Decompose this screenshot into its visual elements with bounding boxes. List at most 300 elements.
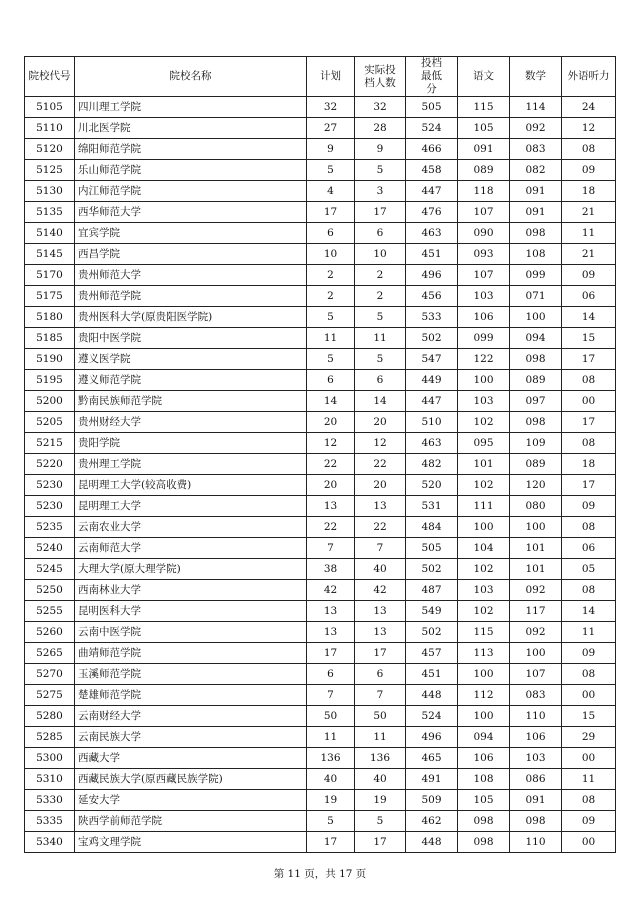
cell-chinese: 098 (458, 832, 510, 853)
cell-code: 5110 (25, 118, 75, 139)
cell-listening: 00 (562, 748, 616, 769)
cell-chinese: 089 (458, 160, 510, 181)
cell-code: 5120 (25, 139, 75, 160)
cell-math: 101 (510, 538, 562, 559)
cell-listening: 09 (562, 496, 616, 517)
cell-listening: 14 (562, 307, 616, 328)
cell-plan: 7 (307, 685, 355, 706)
cell-math: 101 (510, 559, 562, 580)
cell-min-score: 487 (406, 580, 458, 601)
cell-math: 071 (510, 286, 562, 307)
cell-chinese: 107 (458, 202, 510, 223)
cell-name: 贵州理工学院 (75, 454, 307, 475)
table-row (25, 790, 616, 811)
cell-math: 091 (510, 181, 562, 202)
cell-plan: 27 (307, 118, 355, 139)
table-row (25, 181, 616, 202)
cell-listening: 12 (562, 118, 616, 139)
cell-plan: 20 (307, 412, 355, 433)
table-row (25, 328, 616, 349)
cell-listening: 05 (562, 559, 616, 580)
cell-actual: 11 (355, 328, 406, 349)
cell-name: 乐山师范学院 (75, 160, 307, 181)
cell-code: 5105 (25, 97, 75, 118)
cell-min-score: 524 (406, 118, 458, 139)
cell-min-score: 484 (406, 517, 458, 538)
cell-code: 5195 (25, 370, 75, 391)
cell-code: 5135 (25, 202, 75, 223)
cell-plan: 11 (307, 328, 355, 349)
cell-math: 108 (510, 244, 562, 265)
cell-code: 5125 (25, 160, 75, 181)
cell-code: 5280 (25, 706, 75, 727)
cell-listening: 08 (562, 139, 616, 160)
admission-table (24, 56, 616, 853)
table-header-row (25, 57, 616, 97)
cell-math: 117 (510, 601, 562, 622)
cell-math: 110 (510, 706, 562, 727)
table-row (25, 307, 616, 328)
cell-min-score: 463 (406, 223, 458, 244)
cell-math: 109 (510, 433, 562, 454)
table-row (25, 97, 616, 118)
cell-chinese: 106 (458, 307, 510, 328)
table-row (25, 349, 616, 370)
cell-min-score: 502 (406, 559, 458, 580)
cell-listening: 06 (562, 286, 616, 307)
cell-min-score: 458 (406, 160, 458, 181)
cell-math: 099 (510, 265, 562, 286)
cell-actual: 3 (355, 181, 406, 202)
cell-math: 083 (510, 685, 562, 706)
cell-name: 西南林业大学 (75, 580, 307, 601)
cell-min-score: 456 (406, 286, 458, 307)
cell-chinese: 100 (458, 370, 510, 391)
cell-name: 遵义师范学院 (75, 370, 307, 391)
cell-min-score: 520 (406, 475, 458, 496)
cell-name: 昆明医科大学 (75, 601, 307, 622)
cell-min-score: 547 (406, 349, 458, 370)
cell-min-score: 496 (406, 727, 458, 748)
cell-name: 楚雄师范学院 (75, 685, 307, 706)
cell-min-score: 447 (406, 181, 458, 202)
cell-chinese: 094 (458, 727, 510, 748)
cell-chinese: 099 (458, 328, 510, 349)
cell-chinese: 102 (458, 475, 510, 496)
cell-math: 098 (510, 223, 562, 244)
cell-plan: 2 (307, 265, 355, 286)
cell-code: 5270 (25, 664, 75, 685)
cell-plan: 5 (307, 811, 355, 832)
cell-code: 5145 (25, 244, 75, 265)
cell-plan: 13 (307, 601, 355, 622)
cell-plan: 22 (307, 454, 355, 475)
cell-actual: 17 (355, 832, 406, 853)
header-name: 院校名称 (75, 57, 307, 97)
cell-actual: 5 (355, 160, 406, 181)
cell-code: 5250 (25, 580, 75, 601)
cell-listening: 21 (562, 202, 616, 223)
cell-plan: 13 (307, 496, 355, 517)
cell-actual: 22 (355, 517, 406, 538)
cell-min-score: 502 (406, 622, 458, 643)
cell-code: 5215 (25, 433, 75, 454)
cell-listening: 21 (562, 244, 616, 265)
cell-listening: 00 (562, 685, 616, 706)
cell-name: 宝鸡文理学院 (75, 832, 307, 853)
cell-chinese: 104 (458, 538, 510, 559)
cell-chinese: 105 (458, 118, 510, 139)
cell-plan: 10 (307, 244, 355, 265)
cell-name: 西华师范大学 (75, 202, 307, 223)
cell-math: 082 (510, 160, 562, 181)
cell-listening: 14 (562, 601, 616, 622)
cell-math: 083 (510, 139, 562, 160)
cell-listening: 08 (562, 580, 616, 601)
cell-min-score: 549 (406, 601, 458, 622)
cell-code: 5285 (25, 727, 75, 748)
cell-min-score: 448 (406, 832, 458, 853)
cell-name: 贵阳中医学院 (75, 328, 307, 349)
cell-name: 延安大学 (75, 790, 307, 811)
cell-actual: 17 (355, 643, 406, 664)
table-row (25, 538, 616, 559)
cell-name: 玉溪师范学院 (75, 664, 307, 685)
cell-actual: 17 (355, 202, 406, 223)
cell-listening: 06 (562, 538, 616, 559)
cell-code: 5230 (25, 496, 75, 517)
cell-code: 5335 (25, 811, 75, 832)
table-row (25, 496, 616, 517)
cell-actual: 13 (355, 496, 406, 517)
table-row (25, 727, 616, 748)
cell-plan: 5 (307, 349, 355, 370)
cell-chinese: 118 (458, 181, 510, 202)
cell-math: 100 (510, 643, 562, 664)
cell-min-score: 447 (406, 391, 458, 412)
cell-code: 5190 (25, 349, 75, 370)
cell-listening: 15 (562, 328, 616, 349)
cell-name: 云南财经大学 (75, 706, 307, 727)
cell-name: 贵州师范大学 (75, 265, 307, 286)
cell-code: 5260 (25, 622, 75, 643)
cell-plan: 38 (307, 559, 355, 580)
cell-actual: 32 (355, 97, 406, 118)
cell-chinese: 112 (458, 685, 510, 706)
cell-min-score: 491 (406, 769, 458, 790)
cell-chinese: 100 (458, 664, 510, 685)
cell-math: 092 (510, 622, 562, 643)
cell-plan: 32 (307, 97, 355, 118)
table-row (25, 748, 616, 769)
cell-listening: 17 (562, 475, 616, 496)
cell-math: 089 (510, 370, 562, 391)
cell-plan: 13 (307, 622, 355, 643)
cell-min-score: 476 (406, 202, 458, 223)
cell-chinese: 111 (458, 496, 510, 517)
cell-actual: 2 (355, 265, 406, 286)
cell-math: 091 (510, 790, 562, 811)
cell-plan: 14 (307, 391, 355, 412)
cell-min-score: 496 (406, 265, 458, 286)
cell-plan: 17 (307, 643, 355, 664)
cell-math: 092 (510, 118, 562, 139)
cell-plan: 42 (307, 580, 355, 601)
cell-listening: 08 (562, 370, 616, 391)
cell-listening: 08 (562, 790, 616, 811)
cell-name: 遵义医学院 (75, 349, 307, 370)
cell-listening: 15 (562, 706, 616, 727)
table-row (25, 811, 616, 832)
cell-min-score: 533 (406, 307, 458, 328)
cell-chinese: 103 (458, 580, 510, 601)
header-chinese: 语文 (458, 57, 510, 97)
table-row (25, 517, 616, 538)
cell-plan: 5 (307, 307, 355, 328)
table-row (25, 244, 616, 265)
cell-actual: 20 (355, 475, 406, 496)
cell-chinese: 115 (458, 622, 510, 643)
cell-listening: 11 (562, 622, 616, 643)
cell-actual: 11 (355, 727, 406, 748)
cell-min-score: 451 (406, 664, 458, 685)
cell-listening: 18 (562, 181, 616, 202)
cell-code: 5185 (25, 328, 75, 349)
table-row (25, 223, 616, 244)
cell-code: 5310 (25, 769, 75, 790)
table-row (25, 370, 616, 391)
cell-min-score: 462 (406, 811, 458, 832)
cell-listening: 09 (562, 160, 616, 181)
cell-name: 曲靖师范学院 (75, 643, 307, 664)
cell-actual: 19 (355, 790, 406, 811)
cell-min-score: 505 (406, 538, 458, 559)
cell-listening: 08 (562, 517, 616, 538)
cell-code: 5140 (25, 223, 75, 244)
cell-actual: 22 (355, 454, 406, 475)
cell-min-score: 457 (406, 643, 458, 664)
cell-code: 5340 (25, 832, 75, 853)
cell-actual: 13 (355, 601, 406, 622)
cell-code: 5240 (25, 538, 75, 559)
cell-plan: 5 (307, 160, 355, 181)
table-row (25, 685, 616, 706)
cell-name: 黔南民族师范学院 (75, 391, 307, 412)
cell-chinese: 107 (458, 265, 510, 286)
cell-plan: 17 (307, 832, 355, 853)
cell-min-score: 465 (406, 748, 458, 769)
cell-actual: 7 (355, 685, 406, 706)
cell-code: 5175 (25, 286, 75, 307)
cell-min-score: 451 (406, 244, 458, 265)
cell-plan: 19 (307, 790, 355, 811)
cell-name: 陕西学前师范学院 (75, 811, 307, 832)
cell-code: 5180 (25, 307, 75, 328)
cell-code: 5265 (25, 643, 75, 664)
table-row (25, 769, 616, 790)
cell-code: 5220 (25, 454, 75, 475)
header-code: 院校代号 (25, 57, 75, 97)
cell-actual: 12 (355, 433, 406, 454)
cell-actual: 40 (355, 769, 406, 790)
cell-min-score: 531 (406, 496, 458, 517)
header-plan: 计划 (307, 57, 355, 97)
cell-listening: 09 (562, 643, 616, 664)
cell-chinese: 105 (458, 790, 510, 811)
cell-math: 107 (510, 664, 562, 685)
cell-min-score: 449 (406, 370, 458, 391)
cell-plan: 50 (307, 706, 355, 727)
cell-code: 5330 (25, 790, 75, 811)
cell-min-score: 448 (406, 685, 458, 706)
header-math: 数学 (510, 57, 562, 97)
cell-min-score: 482 (406, 454, 458, 475)
cell-plan: 136 (307, 748, 355, 769)
cell-code: 5255 (25, 601, 75, 622)
table-row (25, 412, 616, 433)
cell-listening: 24 (562, 97, 616, 118)
cell-chinese: 102 (458, 601, 510, 622)
cell-plan: 17 (307, 202, 355, 223)
cell-math: 098 (510, 349, 562, 370)
cell-actual: 6 (355, 664, 406, 685)
cell-actual: 2 (355, 286, 406, 307)
cell-code: 5275 (25, 685, 75, 706)
cell-min-score: 524 (406, 706, 458, 727)
cell-plan: 4 (307, 181, 355, 202)
cell-math: 092 (510, 580, 562, 601)
cell-math: 100 (510, 517, 562, 538)
cell-actual: 6 (355, 370, 406, 391)
cell-listening: 09 (562, 811, 616, 832)
cell-actual: 5 (355, 811, 406, 832)
cell-code: 5170 (25, 265, 75, 286)
cell-listening: 17 (562, 412, 616, 433)
cell-actual: 9 (355, 139, 406, 160)
cell-chinese: 102 (458, 412, 510, 433)
cell-plan: 22 (307, 517, 355, 538)
cell-name: 贵阳学院 (75, 433, 307, 454)
table-row (25, 832, 616, 853)
cell-code: 5200 (25, 391, 75, 412)
cell-chinese: 100 (458, 517, 510, 538)
table-row (25, 664, 616, 685)
cell-math: 103 (510, 748, 562, 769)
table-row (25, 454, 616, 475)
cell-plan: 6 (307, 664, 355, 685)
cell-chinese: 091 (458, 139, 510, 160)
cell-name: 西昌学院 (75, 244, 307, 265)
cell-chinese: 090 (458, 223, 510, 244)
header-min-score: 投档最低分 (406, 57, 458, 97)
cell-actual: 136 (355, 748, 406, 769)
cell-plan: 6 (307, 370, 355, 391)
table-row (25, 286, 616, 307)
cell-actual: 13 (355, 622, 406, 643)
cell-name: 西藏民族大学(原西藏民族学院) (75, 769, 307, 790)
cell-actual: 6 (355, 223, 406, 244)
cell-name: 云南民族大学 (75, 727, 307, 748)
cell-actual: 50 (355, 706, 406, 727)
cell-name: 昆明理工大学(较高收费) (75, 475, 307, 496)
cell-code: 5245 (25, 559, 75, 580)
cell-name: 四川理工学院 (75, 97, 307, 118)
cell-code: 5230 (25, 475, 75, 496)
cell-listening: 09 (562, 265, 616, 286)
cell-name: 贵州财经大学 (75, 412, 307, 433)
cell-actual: 10 (355, 244, 406, 265)
header-actual: 实际投档人数 (355, 57, 406, 97)
cell-min-score: 502 (406, 328, 458, 349)
cell-name: 绵阳师范学院 (75, 139, 307, 160)
cell-math: 091 (510, 202, 562, 223)
cell-actual: 28 (355, 118, 406, 139)
table-row (25, 706, 616, 727)
cell-math: 089 (510, 454, 562, 475)
cell-name: 西藏大学 (75, 748, 307, 769)
table-row (25, 580, 616, 601)
cell-math: 110 (510, 832, 562, 853)
cell-actual: 20 (355, 412, 406, 433)
cell-math: 086 (510, 769, 562, 790)
table-row (25, 118, 616, 139)
cell-math: 120 (510, 475, 562, 496)
cell-plan: 12 (307, 433, 355, 454)
cell-name: 大理大学(原大理学院) (75, 559, 307, 580)
cell-plan: 11 (307, 727, 355, 748)
cell-chinese: 113 (458, 643, 510, 664)
cell-code: 5235 (25, 517, 75, 538)
cell-listening: 08 (562, 433, 616, 454)
table-row (25, 160, 616, 181)
cell-plan: 7 (307, 538, 355, 559)
table-row (25, 202, 616, 223)
cell-min-score: 505 (406, 97, 458, 118)
table-row (25, 559, 616, 580)
table-row (25, 265, 616, 286)
cell-actual: 40 (355, 559, 406, 580)
cell-listening: 08 (562, 664, 616, 685)
cell-name: 贵州师范学院 (75, 286, 307, 307)
cell-actual: 5 (355, 307, 406, 328)
cell-math: 114 (510, 97, 562, 118)
cell-listening: 11 (562, 223, 616, 244)
cell-plan: 40 (307, 769, 355, 790)
cell-actual: 14 (355, 391, 406, 412)
table-row (25, 643, 616, 664)
cell-name: 云南中医学院 (75, 622, 307, 643)
cell-math: 094 (510, 328, 562, 349)
cell-listening: 00 (562, 832, 616, 853)
table-row (25, 475, 616, 496)
cell-chinese: 102 (458, 559, 510, 580)
cell-name: 川北医学院 (75, 118, 307, 139)
page-footer: 第 11 页，共 17 页 (273, 868, 367, 880)
cell-math: 100 (510, 307, 562, 328)
cell-listening: 11 (562, 769, 616, 790)
cell-plan: 20 (307, 475, 355, 496)
table-row (25, 139, 616, 160)
cell-chinese: 098 (458, 811, 510, 832)
cell-math: 097 (510, 391, 562, 412)
cell-plan: 2 (307, 286, 355, 307)
cell-listening: 29 (562, 727, 616, 748)
cell-min-score: 510 (406, 412, 458, 433)
header-listening: 外语听力 (562, 57, 616, 97)
cell-listening: 00 (562, 391, 616, 412)
cell-math: 098 (510, 811, 562, 832)
cell-name: 贵州医科大学(原贵阳医学院) (75, 307, 307, 328)
